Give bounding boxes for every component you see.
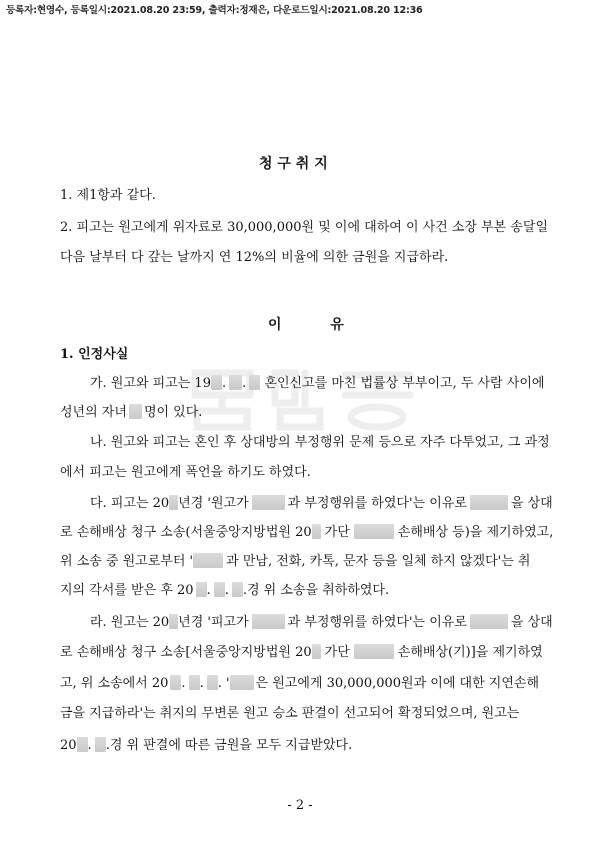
redacted-block: [189, 675, 200, 690]
claim-item-1: 1. 제1항과 같다.: [60, 188, 156, 203]
redacted-block: [95, 737, 106, 752]
paragraph-ra-line4: 금을 지급하라'는 취지의 무변론 원고 승소 판결이 선고되어 확정되었으며, 원고는: [60, 706, 520, 721]
redacted-block: [312, 644, 321, 659]
redacted-block: [249, 375, 260, 390]
redacted-block: [77, 737, 88, 752]
section-title-findings: 1. 인정사실: [60, 347, 129, 362]
paragraph-da-line3: 위 소송 중 원고로부터 ' 과 만남, 전화, 카톡, 문자 등을 일체 하지 않겠다'는 취: [60, 554, 531, 569]
reasons-title: 이 유: [268, 317, 344, 333]
redacted-block: [196, 582, 207, 597]
redacted-block: [470, 614, 508, 629]
redacted-block: [170, 675, 181, 690]
redacted-block: [312, 524, 321, 539]
paragraph-ga-line1: 가. 원고와 피고는 19 . . 혼인신고를 마친 법률상 부부이고, 두 사람 사이에: [90, 376, 545, 391]
redacted-block: [354, 644, 394, 659]
redacted-block: [169, 495, 178, 510]
claim-title: 청 구 취 지: [259, 156, 328, 172]
claim-item-2-line1: 2. 피고는 원고에게 위자료로 30,000,000원 및 이에 대하여 이 사건 소장 부본 송달일: [60, 220, 549, 235]
paragraph-ra-line1: 라. 원고는 20 년경 '피고가 과 부정행위를 하였다'는 이유로 을 상대: [90, 615, 553, 630]
redacted-block: [230, 675, 254, 690]
redacted-block: [252, 495, 285, 510]
redacted-block: [169, 614, 178, 629]
paragraph-da-line1: 다. 피고는 20 년경 '원고가 과 부정행위를 하였다'는 이유로 을 상대: [90, 496, 553, 511]
paragraph-ra-line3: 고, 위 소송에서 20 . . . ' 은 원고에게 30,000,000원과 이에 대한 지연손해: [60, 676, 540, 691]
paragraph-na-line2: 에서 피고는 원고에게 폭언을 하기도 하였다.: [60, 465, 311, 480]
paragraph-ga-line2: 성년의 자녀 명이 있다.: [60, 405, 203, 420]
paragraph-ra-line5: 20 . .경 위 판결에 따른 금원을 모두 지급받았다.: [60, 738, 353, 753]
redacted-block: [470, 495, 508, 510]
redacted-block: [129, 404, 142, 419]
page-number: - 2 -: [287, 798, 313, 813]
document-metadata-header: 등록자:현영수, 등록일시:2021.08.20 23:59, 출력자:정재은, 다운로드일시:2021.08.20 12:36: [6, 5, 423, 16]
redacted-block: [211, 375, 222, 390]
paragraph-da-line2: 로 손해배상 청구 소송(서울중앙지방법원 20 가단 손해배상 등)을 제기하였고,: [60, 525, 554, 540]
paragraph-na-line1: 나. 원고와 피고는 혼인 후 상대방의 부정행위 문제 등으로 자주 다투었고, 그 과정: [90, 435, 550, 450]
redacted-block: [252, 614, 285, 629]
redacted-block: [207, 675, 218, 690]
redacted-block: [229, 375, 242, 390]
redacted-block: [214, 582, 225, 597]
redacted-block: [354, 524, 394, 539]
redacted-block: [232, 582, 243, 597]
paragraph-da-line4: 지의 각서를 받은 후 20 . . .경 위 소송을 취하하였다.: [60, 583, 390, 598]
claim-item-2-line2: 다음 날부터 다 갚는 날까지 연 12%의 비율에 의한 금원을 지급하라.: [60, 250, 449, 265]
paragraph-ra-line2: 로 손해배상 청구 소송[서울중앙지방법원 20 가단 손해배상(기)]을 제기하였: [60, 645, 543, 660]
redacted-block: [193, 553, 223, 568]
